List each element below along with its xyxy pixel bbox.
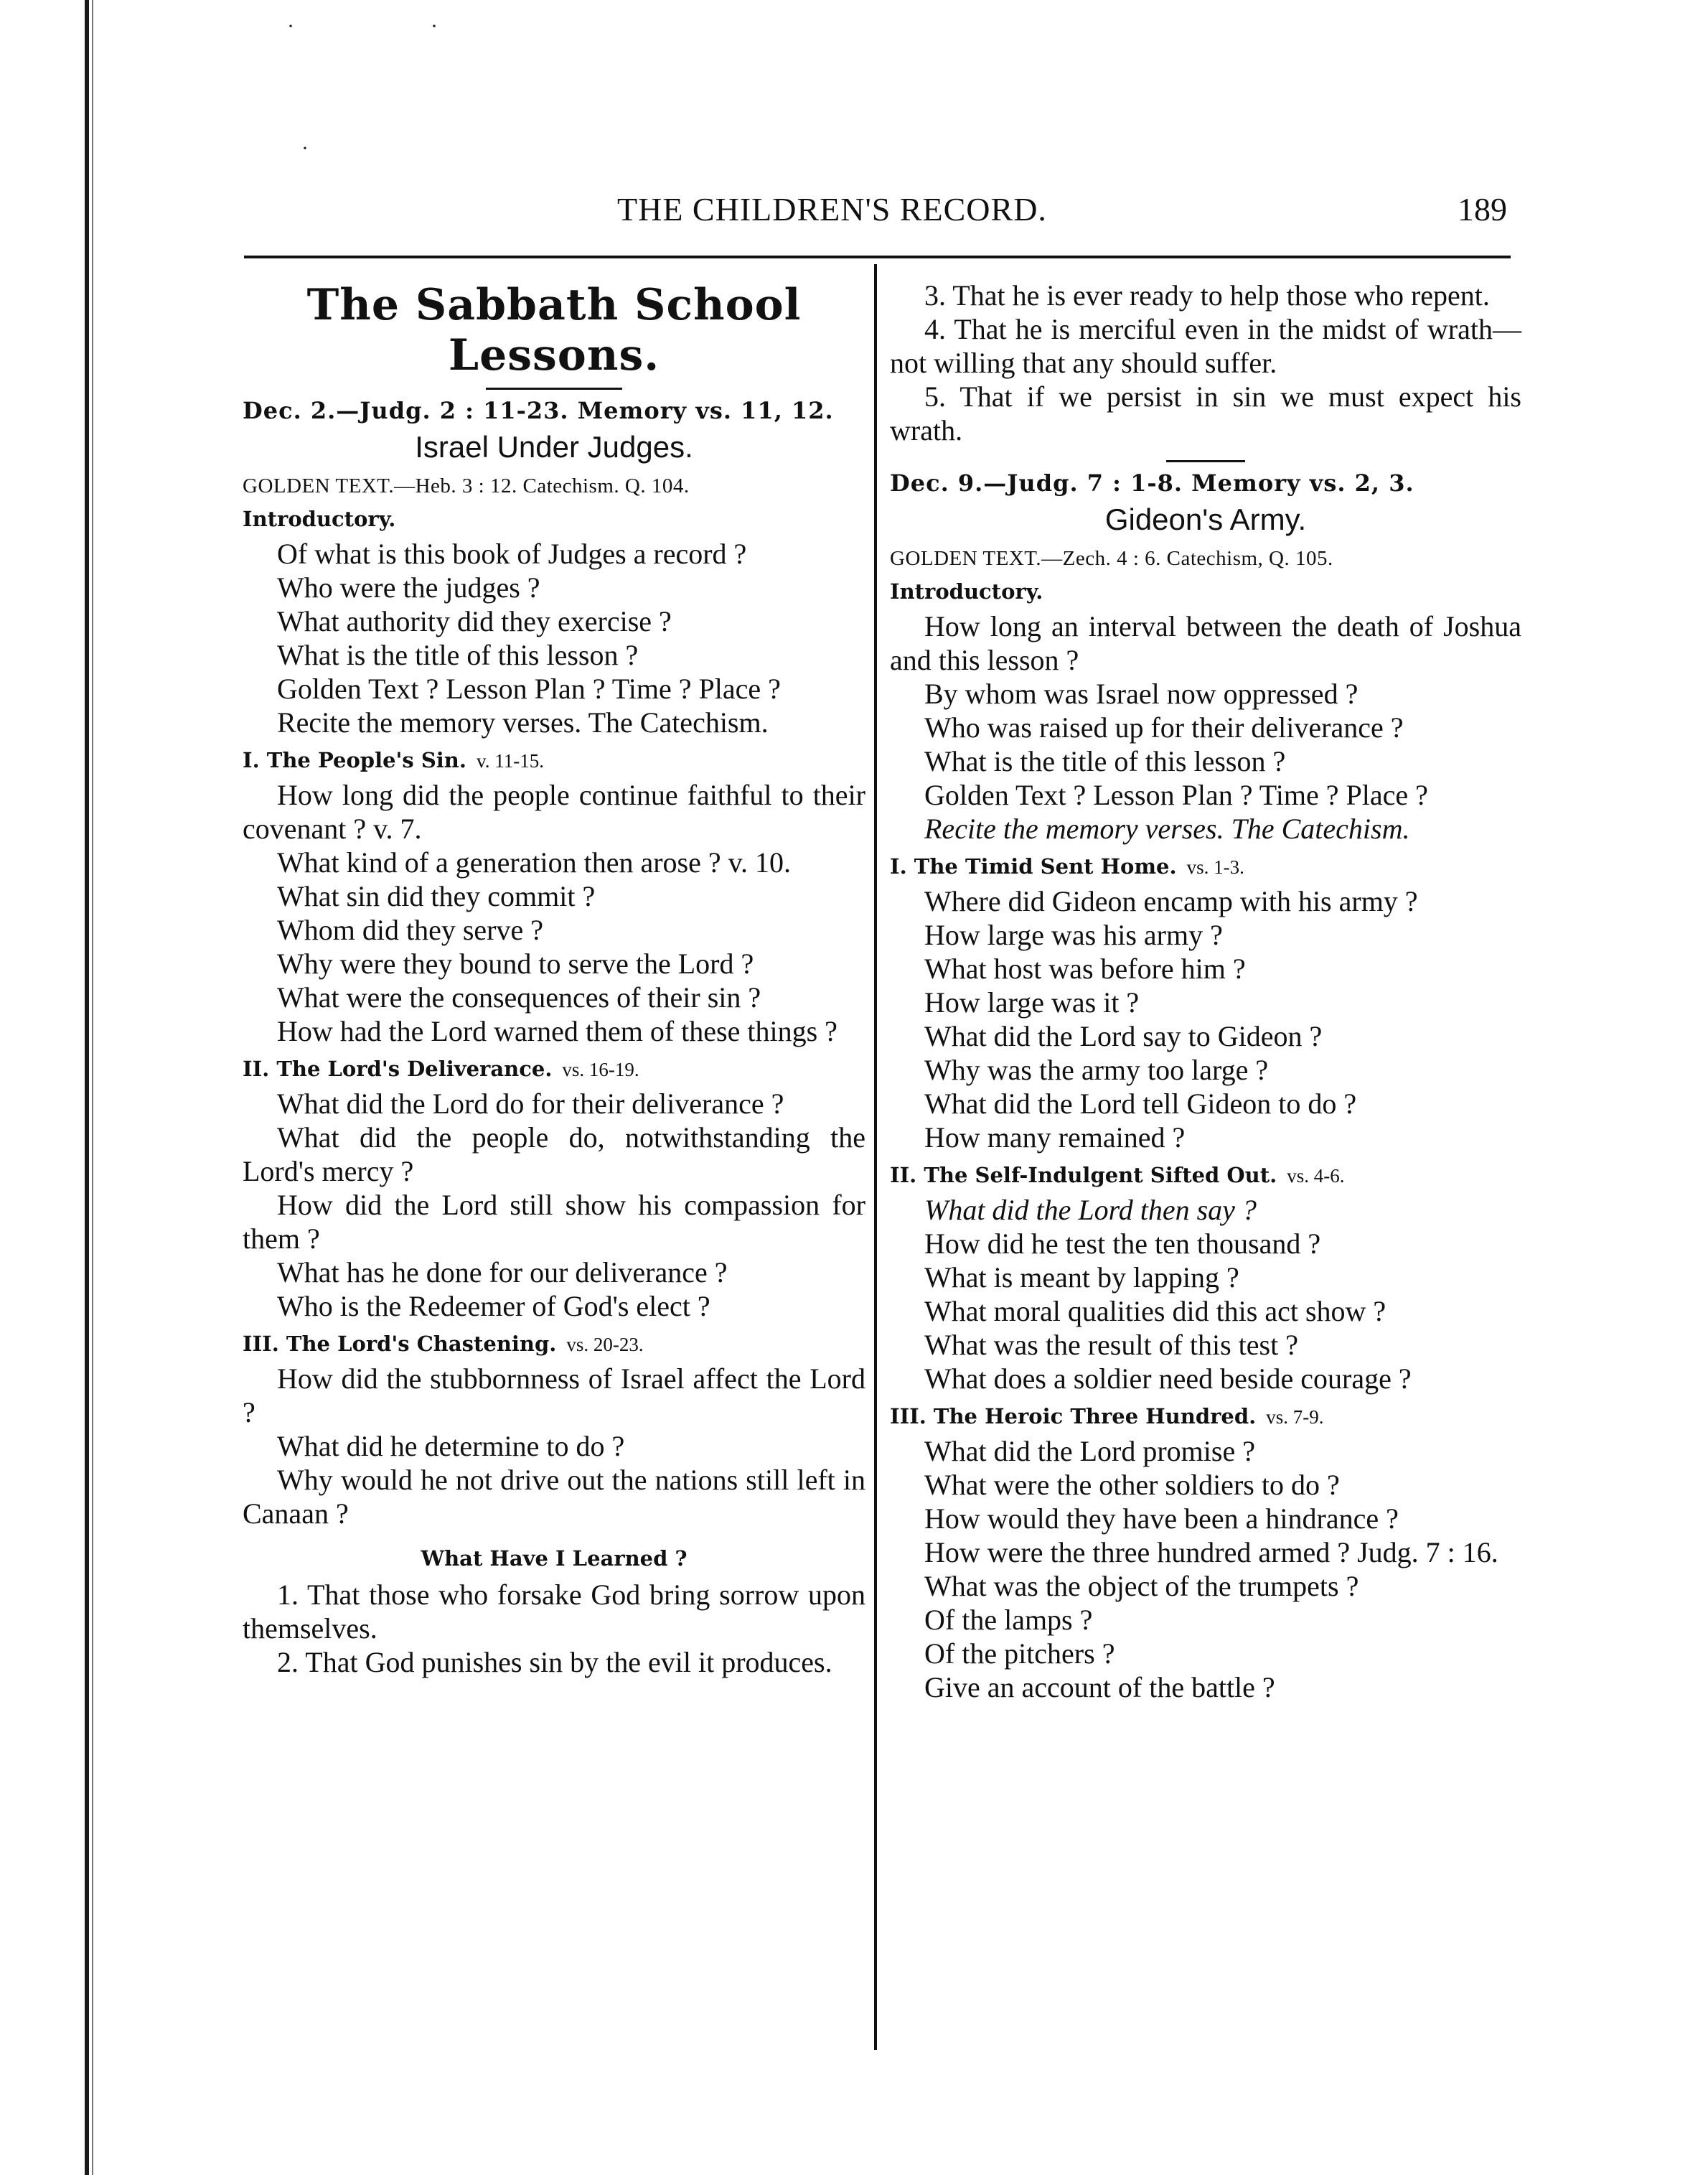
- divider: [1166, 460, 1245, 462]
- question: What has he done for our deliverance ?: [277, 1256, 728, 1288]
- question: What does a soldier need beside courage ?: [924, 1362, 1412, 1395]
- question: How many remained ?: [924, 1121, 1186, 1154]
- question: What did the Lord then say ?: [924, 1194, 1257, 1226]
- subsection-heading: III. The Lord's Chastening. vs. 20-23.: [243, 1332, 644, 1356]
- page-edge-shadow: [92, 0, 93, 2175]
- question: Where did Gideon encamp with his army ?: [924, 885, 1418, 917]
- question: What is the title of this lesson ?: [277, 639, 639, 671]
- scan-speck: ·: [301, 136, 309, 160]
- learned-item: 5. That if we persist in sin we must expect his wrath.: [890, 380, 1521, 446]
- question: How were the three hundred armed ? Judg. 7 : 16.: [924, 1536, 1498, 1568]
- question: Recite the memory verses. The Catechism.: [277, 706, 769, 739]
- subsection-heading: Introductory.: [243, 507, 396, 531]
- question: How would they have been a hindrance ?: [924, 1502, 1399, 1535]
- subsection-heading: I. The People's Sin. v. 11-15.: [243, 748, 544, 772]
- header-rule: [244, 256, 1511, 258]
- question: Recite the memory verses. The Catechism.: [924, 813, 1410, 845]
- learned-heading: What Have I Learned ?: [421, 1546, 688, 1571]
- page-number: 189: [1458, 191, 1507, 228]
- learned-item: 3. That he is ever ready to help those who repent.: [924, 279, 1490, 312]
- right-column: [890, 267, 1521, 1704]
- question: Of the pitchers ?: [924, 1637, 1115, 1670]
- question: What is the title of this lesson ?: [924, 745, 1286, 777]
- lesson-date-line: Dec. 2.—Judg. 2 : 11-23. Memory vs. 11, 12.: [243, 397, 834, 424]
- column-rule: [874, 264, 877, 2050]
- question: Why was the army too large ?: [924, 1054, 1269, 1086]
- scan-speck: ·: [287, 14, 294, 38]
- section-heading: The Sabbath School Lessons.: [306, 280, 802, 380]
- subsection-heading: III. The Heroic Three Hundred. vs. 7-9.: [890, 1404, 1324, 1428]
- page-edge: [85, 0, 89, 2175]
- journal-title: THE CHILDREN'S RECORD.: [617, 191, 1047, 228]
- question: Who is the Redeemer of God's elect ?: [277, 1290, 710, 1322]
- question: What kind of a generation then arose ? v. 10.: [277, 846, 792, 879]
- scan-speck: ·: [431, 14, 438, 38]
- question: How large was it ?: [924, 986, 1140, 1019]
- question: How long did the people continue faithful to their covenant ? v. 7.: [243, 779, 865, 845]
- subsection-heading: Introductory.: [890, 579, 1043, 604]
- question: How long an interval between the death of Joshua and this lesson ?: [890, 610, 1521, 676]
- question: What sin did they commit ?: [277, 880, 596, 912]
- learned-item: 4. That he is merciful even in the midst of wrath—not willing that any should suffer.: [890, 313, 1521, 379]
- lesson-title: Israel Under Judges.: [415, 430, 693, 464]
- question: What is meant by lapping ?: [924, 1261, 1239, 1294]
- question: Of the lamps ?: [924, 1604, 1093, 1636]
- question: Why would he not drive out the nations still left in Canaan ?: [243, 1464, 865, 1530]
- learned-item: 2. That God punishes sin by the evil it produces.: [277, 1646, 832, 1678]
- running-header: [244, 190, 1507, 240]
- question: What did he determine to do ?: [277, 1430, 625, 1462]
- question: How did the Lord still show his compassion for them ?: [243, 1189, 865, 1255]
- subsection-heading: I. The Timid Sent Home. vs. 1-3.: [890, 854, 1244, 879]
- question: What did the people do, notwithstanding the Lord's mercy ?: [243, 1121, 865, 1187]
- golden-text: GOLDEN TEXT.—Heb. 3 : 12. Catechism. Q. 104.: [243, 474, 690, 497]
- question: What were the consequences of their sin ?: [277, 981, 761, 1014]
- question: Why were they bound to serve the Lord ?: [277, 948, 754, 980]
- subsection-heading: II. The Self-Indulgent Sifted Out. vs. 4-6.: [890, 1163, 1345, 1187]
- question: What authority did they exercise ?: [277, 605, 672, 637]
- question: What were the other soldiers to do ?: [924, 1469, 1340, 1501]
- question: Who were the judges ?: [277, 571, 540, 604]
- question: Of what is this book of Judges a record ?: [277, 538, 747, 570]
- question: What did the Lord tell Gideon to do ?: [924, 1088, 1357, 1120]
- question: What did the Lord say to Gideon ?: [924, 1020, 1323, 1052]
- lesson-date-line: Dec. 9.—Judg. 7 : 1-8. Memory vs. 2, 3.: [890, 469, 1414, 497]
- question: Who was raised up for their deliverance ?: [924, 711, 1404, 744]
- question: By whom was Israel now oppressed ?: [924, 678, 1359, 710]
- question: How did he test the ten thousand ?: [924, 1227, 1321, 1260]
- golden-text: GOLDEN TEXT.—Zech. 4 : 6. Catechism, Q. 105.: [890, 547, 1333, 570]
- question: What moral qualities did this act show ?: [924, 1295, 1386, 1327]
- question: How large was his army ?: [924, 919, 1223, 951]
- lesson-title: Gideon's Army.: [1104, 502, 1307, 536]
- question: How had the Lord warned them of these things ?: [277, 1015, 837, 1047]
- subsection-heading: II. The Lord's Deliverance. vs. 16-19.: [243, 1057, 639, 1081]
- question: What host was before him ?: [924, 953, 1246, 985]
- question: What was the result of this test ?: [924, 1329, 1298, 1361]
- question: What did the Lord promise ?: [924, 1435, 1255, 1467]
- question: What did the Lord do for their deliverance ?: [277, 1088, 784, 1120]
- question: Golden Text ? Lesson Plan ? Time ? Place ?: [924, 779, 1428, 811]
- left-column: [243, 267, 865, 1679]
- question: Golden Text ? Lesson Plan ? Time ? Place ?: [277, 673, 781, 705]
- question: What was the object of the trumpets ?: [924, 1570, 1359, 1602]
- learned-item: 1. That those who forsake God bring sorrow upon themselves.: [243, 1578, 865, 1645]
- question: Whom did they serve ?: [277, 914, 543, 946]
- question: Give an account of the battle ?: [924, 1671, 1275, 1703]
- divider: [486, 388, 622, 390]
- question: How did the stubbornness of Israel affect the Lord ?: [243, 1362, 865, 1428]
